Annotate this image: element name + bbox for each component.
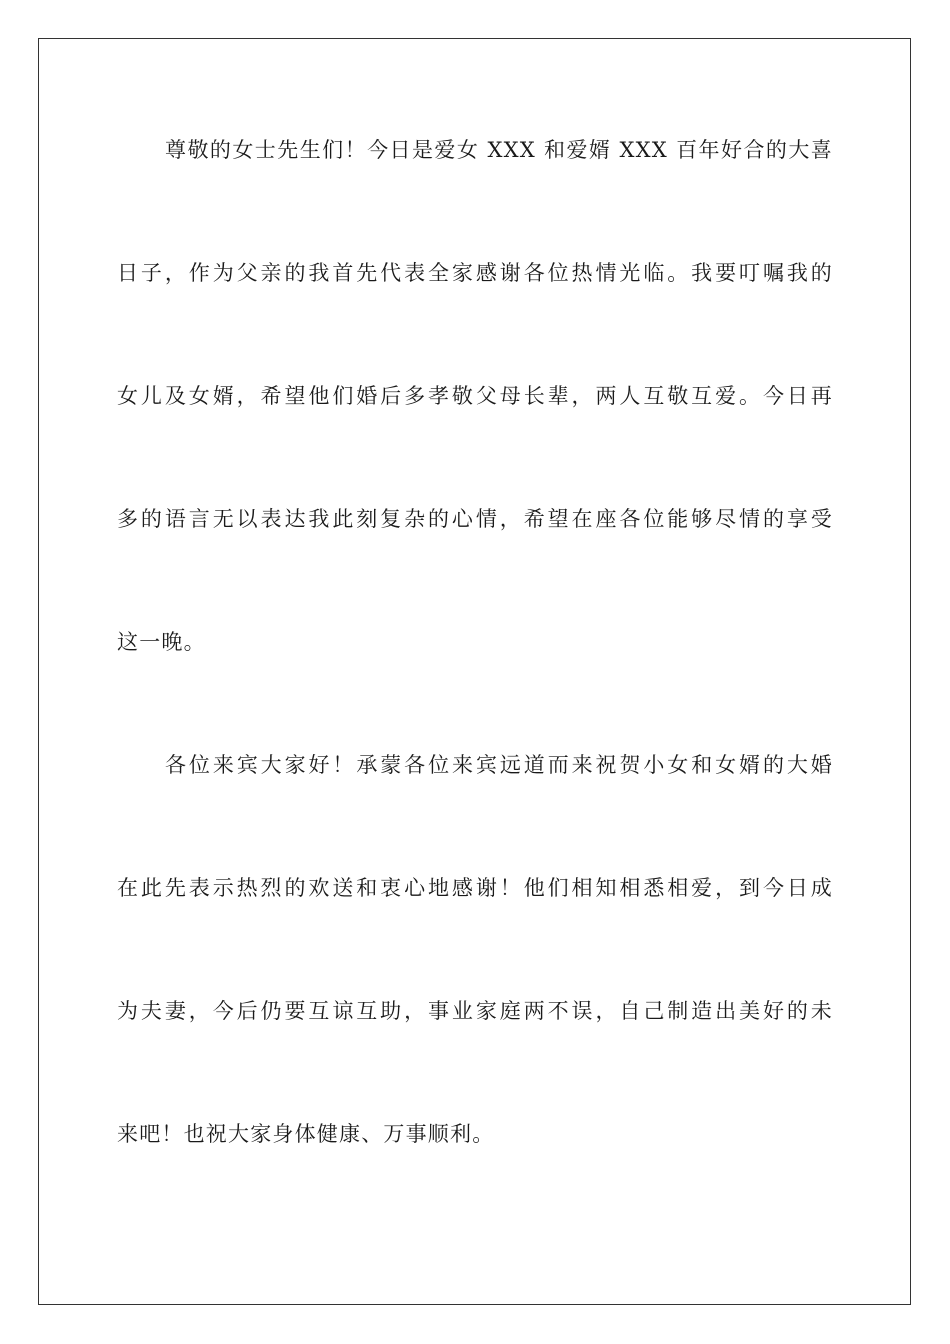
text-line: 来吧！也祝大家身体健康、万事顺利。 [117, 1122, 495, 1146]
text-line: 在此先表示热烈的欢送和衷心地感谢！他们相知相悉相爱，到今日成 [117, 876, 833, 900]
text-line: 为夫妻，今后仍要互谅互助，事业家庭两不误，自己制造出美好的未 [117, 999, 833, 1023]
text-line: 多的语言无以表达我此刻复杂的心情，希望在座各位能够尽情的享受 [117, 507, 833, 531]
document-body [117, 120, 833, 1227]
text-line: 这一晚。 [117, 630, 206, 654]
paragraph-welcome-speech-2 [117, 735, 833, 1227]
text-line: 日子，作为父亲的我首先代表全家感谢各位热情光临。我要叮嘱我的 [117, 261, 833, 285]
paragraph-welcome-speech-1 [117, 120, 833, 735]
text-line: 女儿及女婿，希望他们婚后多孝敬父母长辈，两人互敬互爱。今日再 [117, 384, 833, 408]
text-line: 各位来宾大家好！承蒙各位来宾远道而来祝贺小女和女婿的大婚 [165, 753, 833, 777]
text-line: 尊敬的女士先生们！今日是爱女 XXX 和爱婿 XXX 百年好合的大喜 [165, 138, 833, 162]
